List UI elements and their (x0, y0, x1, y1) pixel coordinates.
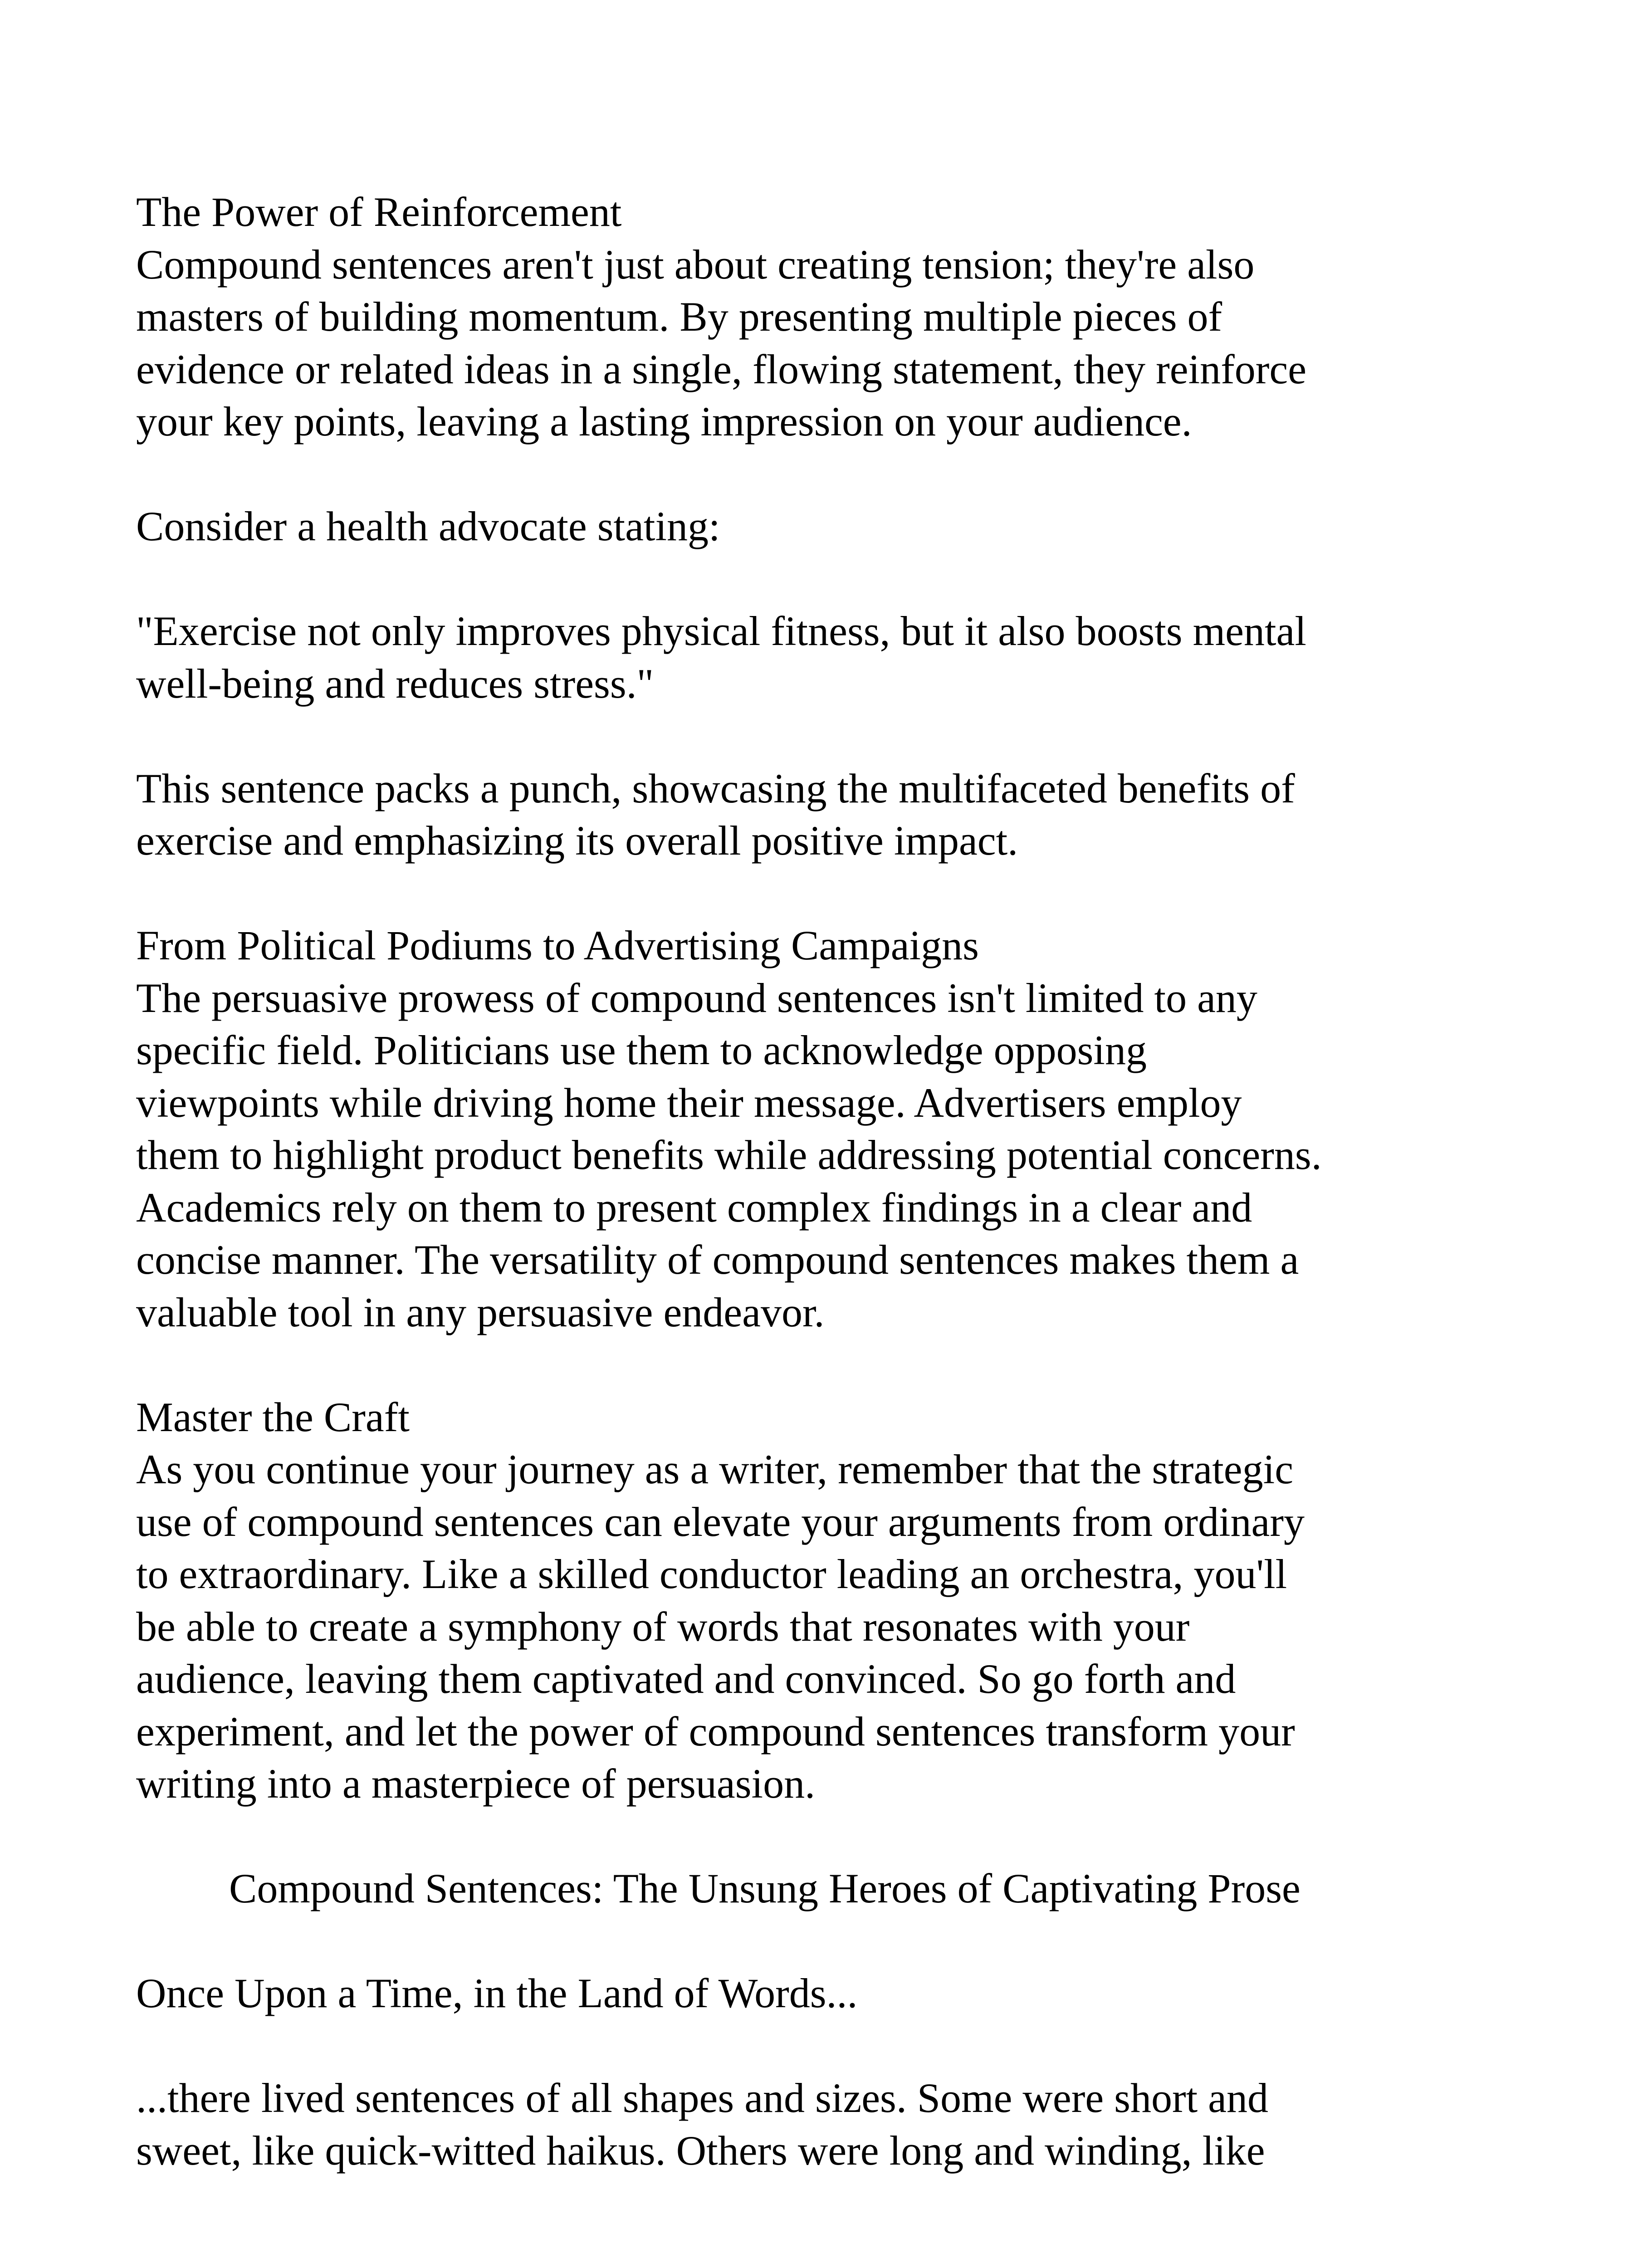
paragraph-consider (136, 500, 1506, 553)
paragraph-gap (136, 1915, 1506, 1968)
paragraph-line: Once Upon a Time, in the Land of Words... (136, 1970, 858, 2016)
paragraph-gap (136, 867, 1506, 920)
paragraph-line: ...there lived sentences of all shapes and sizes. Some were short and (136, 2075, 1268, 2121)
page-body (136, 186, 1506, 2177)
paragraph-line: As you continue your journey as a writer, remember that the strategic (136, 1446, 1294, 1492)
chapter-title: Compound Sentences: The Unsung Heroes of Captivating Prose (229, 1865, 1301, 1911)
paragraph-line: sweet, like quick-witted haikus. Others were long and winding, like (136, 2127, 1265, 2174)
paragraph-line: valuable tool in any persuasive endeavor. (136, 1289, 825, 1335)
section-political-podiums (136, 919, 1506, 1339)
paragraph-line: them to highlight product benefits while addressing potential concerns. (136, 1132, 1322, 1178)
paragraph-gap (136, 2020, 1506, 2072)
section-heading: From Political Podiums to Advertising Campaigns (136, 922, 979, 968)
paragraph-line: Academics rely on them to present complex findings in a clear and (136, 1184, 1252, 1231)
section-heading: The Power of Reinforcement (136, 189, 622, 235)
paragraph-line: experiment, and let the power of compound sentences transform your (136, 1708, 1295, 1755)
paragraph-line: masters of building momentum. By presenting multiple pieces of (136, 293, 1222, 340)
paragraph-line: exercise and emphasizing its overall positive impact. (136, 817, 1018, 864)
section-heading: Master the Craft (136, 1393, 410, 1440)
paragraph-line: well-being and reduces stress." (136, 660, 654, 707)
paragraph-line: viewpoints while driving home their message. Advertisers employ (136, 1079, 1242, 1126)
paragraph-quote (136, 605, 1506, 710)
paragraph-line: This sentence packs a punch, showcasing the multifaceted benefits of (136, 765, 1295, 811)
paragraph-line: writing into a masterpiece of persuasion. (136, 1760, 816, 1807)
paragraph-gap (136, 553, 1506, 606)
paragraph-line: The persuasive prowess of compound sentences isn't limited to any (136, 974, 1257, 1021)
paragraph-once-upon (136, 1967, 1506, 2020)
paragraph-line: Compound sentences aren't just about creating tension; they're also (136, 241, 1255, 288)
paragraph-gap (136, 448, 1506, 501)
section-power-of-reinforcement (136, 186, 1506, 448)
chapter-title-block (136, 1862, 1506, 1915)
paragraph-line: Consider a health advocate stating: (136, 503, 720, 549)
paragraph-gap (136, 710, 1506, 763)
paragraph-gap (136, 1339, 1506, 1391)
paragraph-line: to extraordinary. Like a skilled conductor leading an orchestra, you'll (136, 1551, 1287, 1597)
paragraph-punch (136, 763, 1506, 867)
paragraph-gap (136, 1810, 1506, 1863)
paragraph-there-lived (136, 2072, 1506, 2177)
paragraph-line: be able to create a symphony of words that resonates with your (136, 1603, 1190, 1650)
paragraph-line: evidence or related ideas in a single, flowing statement, they reinforce (136, 346, 1307, 392)
paragraph-line: use of compound sentences can elevate your arguments from ordinary (136, 1498, 1305, 1545)
paragraph-line: audience, leaving them captivated and convinced. So go forth and (136, 1656, 1236, 1702)
paragraph-line: your key points, leaving a lasting impression on your audience. (136, 398, 1192, 445)
section-master-the-craft (136, 1391, 1506, 1810)
paragraph-line: "Exercise not only improves physical fitness, but it also boosts mental (136, 608, 1306, 654)
paragraph-line: concise manner. The versatility of compound sentences makes them a (136, 1237, 1299, 1283)
paragraph-line: specific field. Politicians use them to acknowledge opposing (136, 1027, 1147, 1073)
